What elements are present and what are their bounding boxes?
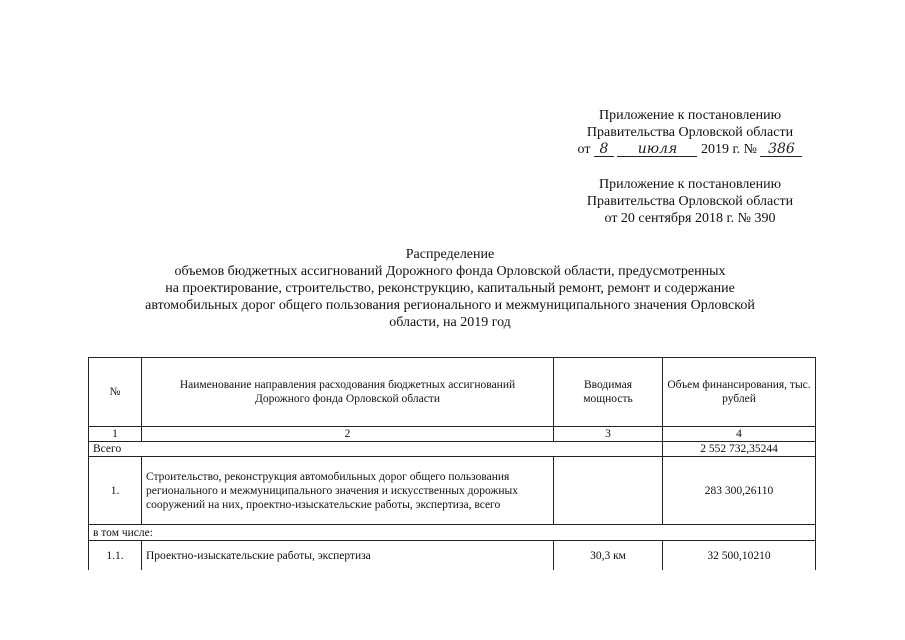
appendix-line1: Приложение к постановлению bbox=[598, 108, 782, 123]
table-header-row bbox=[89, 358, 816, 427]
title-line2: объемов бюджетных ассигнований Дорожного фонда Орловской области, предусмотренных bbox=[174, 264, 726, 279]
subrow-name: Проектно-изыскательские работы, экспертиза bbox=[142, 541, 554, 571]
col-number-3: 3 bbox=[554, 427, 663, 442]
appendix-from: от bbox=[577, 142, 591, 157]
col-number-4: 4 bbox=[663, 427, 816, 442]
table-row bbox=[89, 457, 816, 525]
col-number-2: 2 bbox=[142, 427, 554, 442]
row-capacity bbox=[554, 457, 663, 525]
appendix-orig-line3: от 20 сентября 2018 г. № 390 bbox=[604, 211, 776, 226]
total-value: 2 552 732,35244 bbox=[663, 442, 816, 457]
row-value: 283 300,26110 bbox=[663, 457, 816, 525]
row-num: 1. bbox=[89, 457, 142, 525]
header-volume: Объем финансирования, тыс. рублей bbox=[663, 358, 816, 427]
table-row bbox=[89, 541, 816, 571]
title-line4: автомобильных дорог общего пользования регионального и межмуниципального значения Орловской bbox=[145, 298, 755, 313]
title-line1: Распределение bbox=[405, 247, 495, 262]
header-num: № bbox=[89, 358, 142, 427]
including-row bbox=[89, 525, 816, 541]
header-capacity: Вводимая мощность bbox=[554, 358, 663, 427]
budget-table bbox=[88, 357, 816, 570]
document-title bbox=[100, 246, 800, 331]
appendix-orig-line1: Приложение к постановлению bbox=[598, 177, 782, 192]
appendix-orig-line2: Правительства Орловской области bbox=[586, 194, 794, 209]
appendix-year-text: 2019 г. № bbox=[700, 142, 757, 157]
header-name: Наименование направления расходования бюджетных ассигнований Дорожного фонда Орловской области bbox=[142, 358, 554, 427]
subrow-capacity: 30,3 км bbox=[554, 541, 663, 571]
total-label: Всего bbox=[89, 442, 663, 457]
handwritten-day: 8 bbox=[594, 142, 614, 157]
handwritten-month: июля bbox=[617, 142, 697, 157]
appendix-line2: Правительства Орловской области bbox=[586, 125, 794, 140]
appendix-header-original bbox=[540, 176, 840, 227]
including-label: в том числе: bbox=[89, 525, 816, 541]
appendix-header-current bbox=[540, 107, 840, 158]
row-name: Строительство, реконструкция автомобильных дорог общего пользования регионального и межмуниципального значения и искусственных дорожных сооружений на них, проектно-изыскательские работы, экспертиза, всего bbox=[142, 457, 554, 525]
col-number-1: 1 bbox=[89, 427, 142, 442]
handwritten-number: 386 bbox=[760, 142, 802, 157]
title-line3: на проектирование, строительство, реконструкцию, капитальный ремонт, ремонт и содержание bbox=[165, 281, 735, 296]
subrow-value: 32 500,10210 bbox=[663, 541, 816, 571]
title-line5: области, на 2019 год bbox=[389, 315, 511, 330]
total-row bbox=[89, 442, 816, 457]
column-number-row bbox=[89, 427, 816, 442]
appendix-date-line bbox=[540, 141, 840, 158]
subrow-num: 1.1. bbox=[89, 541, 142, 571]
